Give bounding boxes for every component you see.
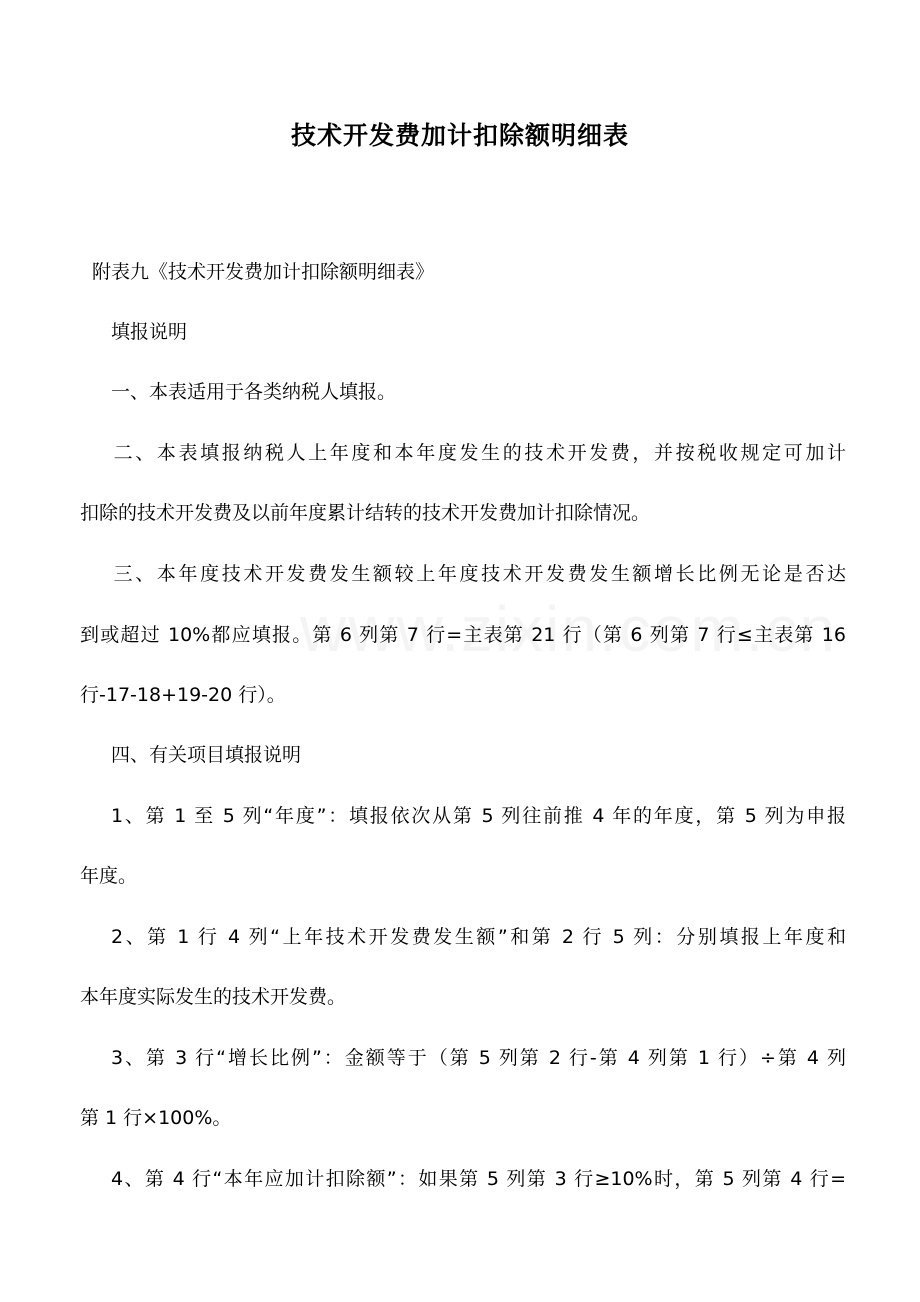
paragraph-text: 4、第 4 行“本年应加计扣除额”：如果第 5 列第 3 行≥10%时，第 5 列第 4 行= — [111, 1168, 846, 1190]
paragraph-line — [80, 438, 846, 468]
paragraph-line — [80, 801, 846, 831]
paragraph-line: 一、本表适用于各类纳税人填报。 — [111, 381, 397, 403]
paragraph-line: 扣除的技术开发费及以前年度累计结转的技术开发费加计扣除情况。 — [80, 502, 651, 524]
paragraph-line — [80, 559, 846, 589]
paragraph-line — [80, 1164, 846, 1194]
paragraph-line — [80, 922, 846, 952]
paragraph-line — [80, 620, 846, 650]
paragraph-text: 到或超过 10%都应填报。第 6 列第 7 行=主表第 21 行（第 6 列第 7 行≤主表第 16 — [80, 624, 846, 646]
paragraph-line: 第 1 行×100%。 — [80, 1107, 232, 1129]
paragraph-text: 2、第 1 行 4 列“上年技术开发费发生额”和第 2 行 5 列：分别填报上年度和 — [111, 926, 846, 948]
paragraph-text: 三、本年度技术开发费发生额较上年度技术开发费发生额增长比例无论是否达 — [111, 563, 846, 585]
page-title: 技术开发费加计扣除额明细表 — [290, 121, 629, 150]
paragraph-line: 行-17-18+19-20 行）。 — [80, 684, 286, 706]
paragraph-text: 3、第 3 行“增长比例”：金额等于（第 5 列第 2 行-第 4 列第 1 行）÷第 4 列 — [111, 1047, 846, 1069]
paragraph-text: 1、第 1 至 5 列“年度”：填报依次从第 5 列往前推 4 年的年度，第 5 列为申报 — [111, 805, 846, 827]
paragraph-line: 年度。 — [80, 865, 138, 887]
paragraph-text: 二、本表填报纳税人上年度和本年度发生的技术开发费，并按税收规定可加计 — [111, 442, 846, 464]
paragraph-line: 本年度实际发生的技术开发费。 — [80, 986, 347, 1008]
paragraph-line — [80, 1043, 846, 1073]
section-heading: 填报说明 — [111, 321, 188, 343]
section-heading: 四、有关项目填报说明 — [111, 744, 302, 766]
appendix-heading: 附表九《技术开发费加计扣除额明细表》 — [92, 261, 435, 283]
